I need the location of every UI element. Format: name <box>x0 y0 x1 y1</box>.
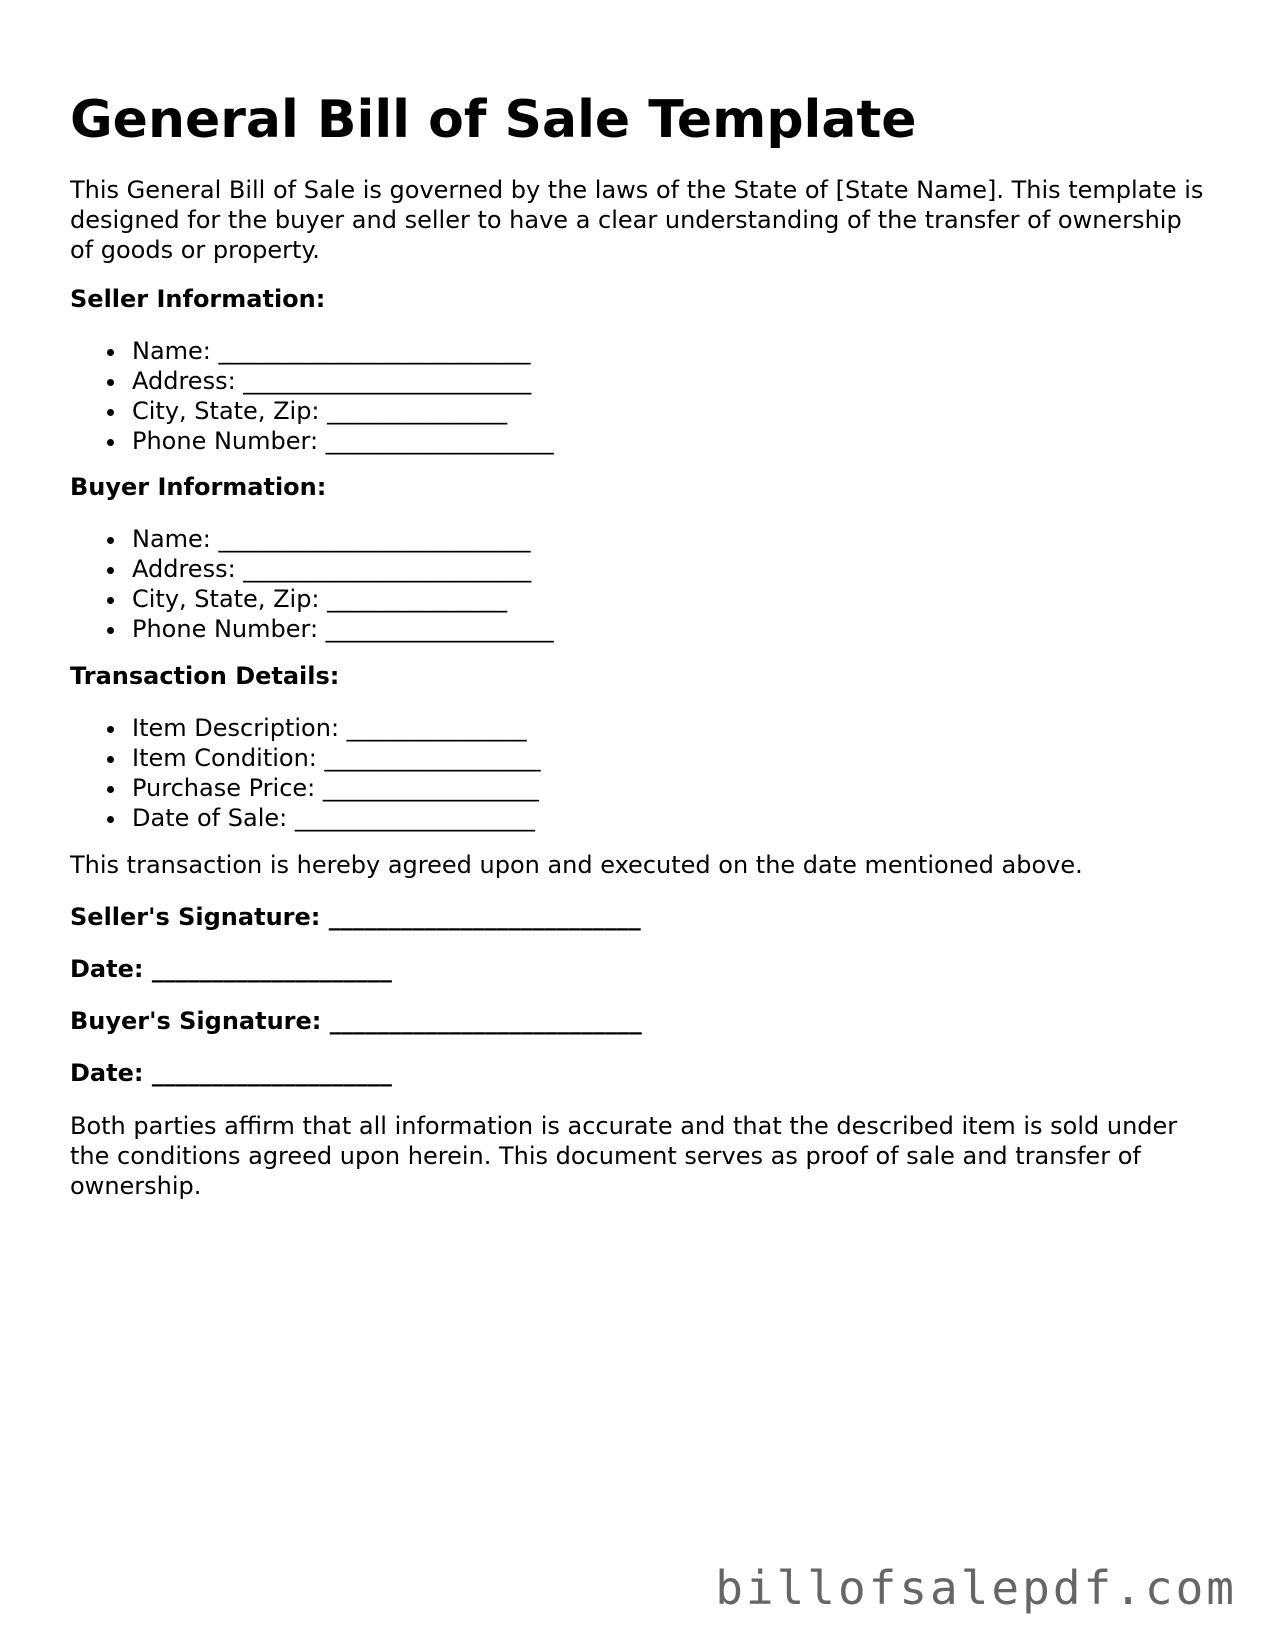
buyer-city-state-zip-field: City, State, Zip: _______________ <box>70 584 554 614</box>
buyer-name-field: Name: __________________________ <box>70 524 554 554</box>
buyer-date-line: Date: ____________________ <box>70 1059 392 1087</box>
item-description-field: Item Description: _______________ <box>70 713 541 743</box>
buyer-address-field: Address: ________________________ <box>70 554 554 584</box>
date-of-sale-field: Date of Sale: ____________________ <box>70 803 541 833</box>
purchase-price-field: Purchase Price: __________________ <box>70 773 541 803</box>
seller-signature-line: Seller's Signature: __________________________ <box>70 903 641 931</box>
seller-date-line: Date: ____________________ <box>70 955 392 983</box>
buyer-heading: Buyer Information: <box>70 473 327 501</box>
seller-phone-field: Phone Number: ___________________ <box>70 426 554 456</box>
buyer-field-list <box>70 524 554 644</box>
transaction-field-list <box>70 713 541 833</box>
item-condition-field: Item Condition: __________________ <box>70 743 541 773</box>
agreement-statement: This transaction is hereby agreed upon and executed on the date mentioned above. <box>70 851 1083 879</box>
buyer-phone-field: Phone Number: ___________________ <box>70 614 554 644</box>
closing-paragraph: Both parties affirm that all information is accurate and that the described item is sold under the conditions agreed upon herein. This document serves as proof of sale and transfer of ownership. <box>70 1112 1178 1200</box>
buyer-signature-line: Buyer's Signature: __________________________ <box>70 1007 642 1035</box>
seller-heading: Seller Information: <box>70 285 326 313</box>
seller-address-field: Address: ________________________ <box>70 366 554 396</box>
site-watermark: billofsalepdf.com <box>715 1561 1237 1615</box>
seller-city-state-zip-field: City, State, Zip: _______________ <box>70 396 554 426</box>
seller-name-field: Name: __________________________ <box>70 336 554 366</box>
seller-field-list <box>70 336 554 456</box>
intro-paragraph: This General Bill of Sale is governed by the laws of the State of [State Name]. This template is designed for the buyer and seller to have a clear understanding of the transfer of ownership of goods or property. <box>70 176 1204 264</box>
document-title: General Bill of Sale Template <box>70 90 917 150</box>
transaction-heading: Transaction Details: <box>70 662 340 690</box>
